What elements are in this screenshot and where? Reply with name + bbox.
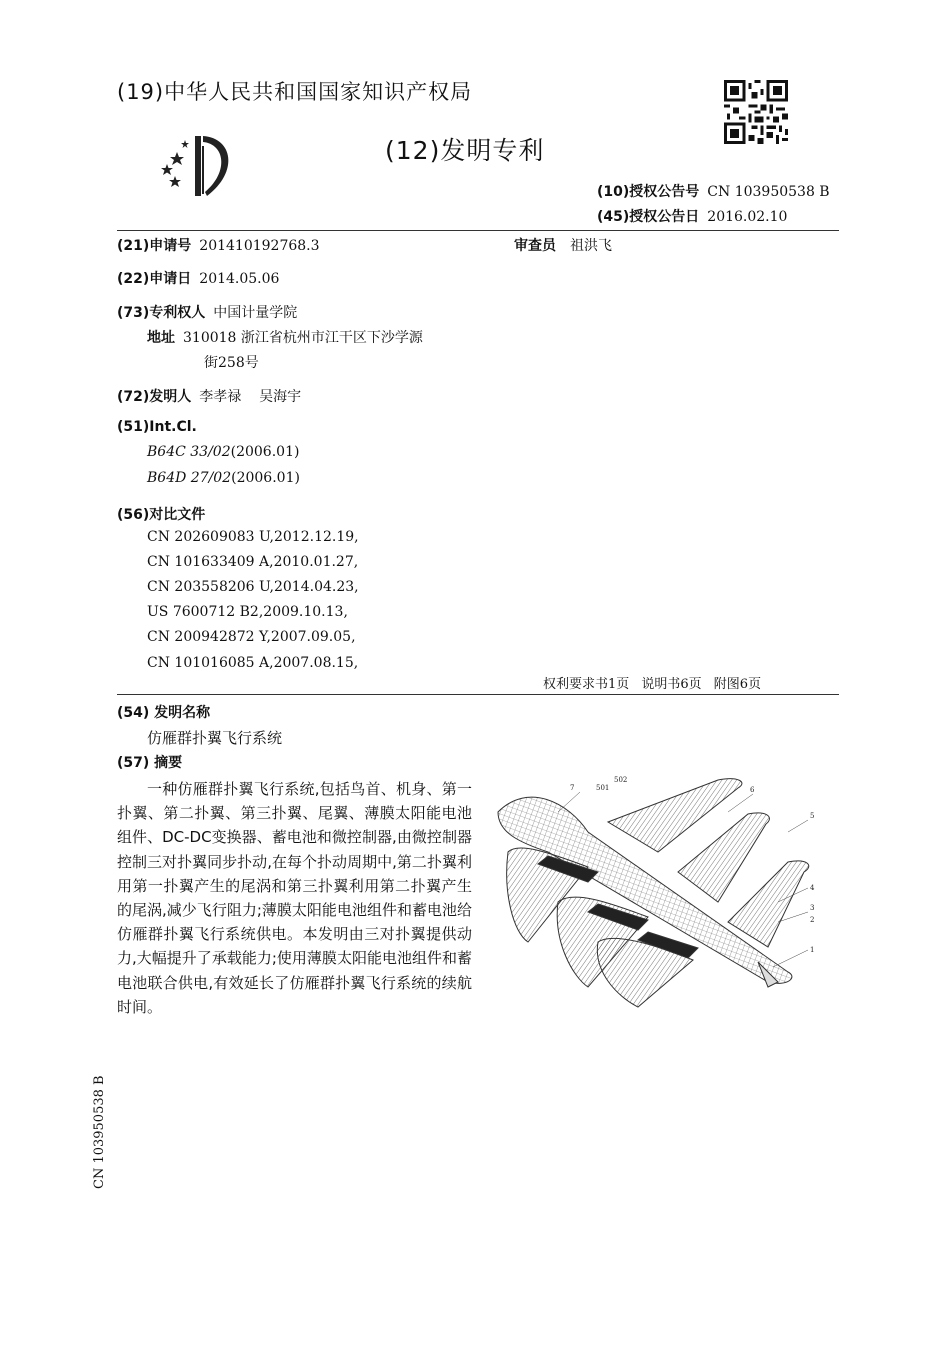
- invention-title: 仿雁群扑翼飞行系统: [147, 729, 283, 747]
- side-publication-number: [90, 1069, 110, 1189]
- inventors-row: [117, 386, 301, 406]
- figure-label: 6: [750, 786, 755, 794]
- examiner-row: [514, 235, 612, 255]
- reference-item: CN 203558206 U,2014.04.23,: [147, 579, 359, 595]
- application-number-row: [117, 235, 320, 255]
- address-line-2: 街258号: [204, 355, 259, 371]
- figure-label: 501: [596, 784, 610, 792]
- cnipa-logo-icon: [155, 132, 245, 200]
- application-number-label: (21)申请号: [117, 238, 192, 254]
- figure-label: 3: [810, 904, 815, 912]
- flapping-wing-flyer-figure: [488, 772, 830, 1012]
- application-date-row: [117, 268, 279, 288]
- address-label: 地址: [147, 330, 175, 346]
- publication-number: CN 103950538 B: [707, 184, 830, 200]
- publication-date-label: (45)授权公告日: [597, 209, 700, 225]
- reference-item: CN 202609083 U,2012.12.19,: [147, 529, 359, 545]
- ipc-version: (2006.01): [230, 444, 300, 460]
- intcl-label: (51)Int.Cl.: [117, 419, 197, 435]
- side-publication-number-text: CN 103950538 B: [92, 1075, 107, 1189]
- reference-item: CN 200942872 Y,2007.09.05,: [147, 629, 356, 645]
- section-divider: [117, 694, 839, 695]
- patentee-label: (73)专利权人: [117, 305, 206, 321]
- address-line-2-row: [204, 352, 259, 372]
- abstract-text: 一种仿雁群扑翼飞行系统,包括鸟首、机身、第一扑翼、第二扑翼、第三扑翼、尾翼、薄膜太阳能电池组件、DC-DC变换器、蓄电池和微控制器,由微控制器控制三对扑翼同步扑动,在每个扑动周期中,第二扑翼利用第一扑翼产生的尾涡和第三扑翼利用第二扑翼产生的尾涡,减少飞行阻力;薄膜太阳能电池组件和蓄电池给仿雁群扑翼飞行系统供电。本发明由三对扑翼提供动力,大幅提升了承载能力;使用薄膜太阳能电池组件和蓄电池联合供电,有效延长了仿雁群扑翼飞行系统的续航时间。: [117, 780, 472, 1016]
- wing-icon: [678, 813, 769, 902]
- ipc-code: B64D 27/02: [147, 470, 232, 486]
- title-label: [117, 702, 210, 722]
- ipc-code: B64C 33/02: [147, 444, 231, 460]
- title-label-text: (54) 发明名称: [117, 705, 211, 721]
- application-date: 2014.05.06: [199, 271, 280, 287]
- publication-number-row: [597, 181, 830, 201]
- ipc-item: [147, 444, 299, 460]
- header-divider: [117, 230, 839, 231]
- figure-label: 7: [570, 784, 575, 792]
- reference-item: CN 101633409 A,2010.01.27,: [147, 554, 359, 570]
- abstract-label: [117, 752, 182, 772]
- page-count-info: 权利要求书1页 说明书6页 附图6页: [543, 677, 762, 692]
- address-line-1: 310018 浙江省杭州市江干区下沙学源: [183, 330, 423, 346]
- references-row: [117, 504, 205, 524]
- publication-number-label: (10)授权公告号: [597, 184, 700, 200]
- issuing-office: (19)中华人民共和国国家知识产权局: [117, 80, 473, 104]
- document-type: (12)发明专利: [385, 136, 545, 165]
- patentee-name: 中国计量学院: [213, 305, 298, 321]
- figure-label: 502: [614, 776, 628, 784]
- qr-code-icon: [724, 80, 788, 144]
- wing-icon: [728, 861, 809, 947]
- inventors-label: (72)发明人: [117, 389, 192, 405]
- figure-label: 4: [810, 884, 815, 892]
- address-row: [147, 327, 423, 347]
- references-label: (56)对比文件: [117, 507, 206, 523]
- figure-label: 2: [810, 916, 815, 924]
- intcl-row: [117, 419, 197, 435]
- application-number: 201410192768.3: [199, 238, 320, 254]
- examiner-label: 审查员: [514, 238, 556, 254]
- figure-label: 1: [810, 946, 815, 954]
- examiner-name: 祖洪飞: [570, 238, 612, 254]
- reference-item: CN 101016085 A,2007.08.15,: [147, 655, 359, 671]
- publication-date: 2016.02.10: [707, 209, 788, 225]
- ipc-item: [147, 470, 300, 486]
- abstract-label-text: (57) 摘要: [117, 755, 183, 771]
- reference-item: US 7600712 B2,2009.10.13,: [147, 604, 348, 620]
- patentee-row: [117, 302, 297, 322]
- application-date-label: (22)申请日: [117, 271, 192, 287]
- ipc-version: (2006.01): [231, 470, 300, 486]
- figure-label: 5: [810, 812, 815, 820]
- publication-date-row: [597, 206, 787, 226]
- inventors: 李孝禄 吴海宇: [199, 389, 302, 405]
